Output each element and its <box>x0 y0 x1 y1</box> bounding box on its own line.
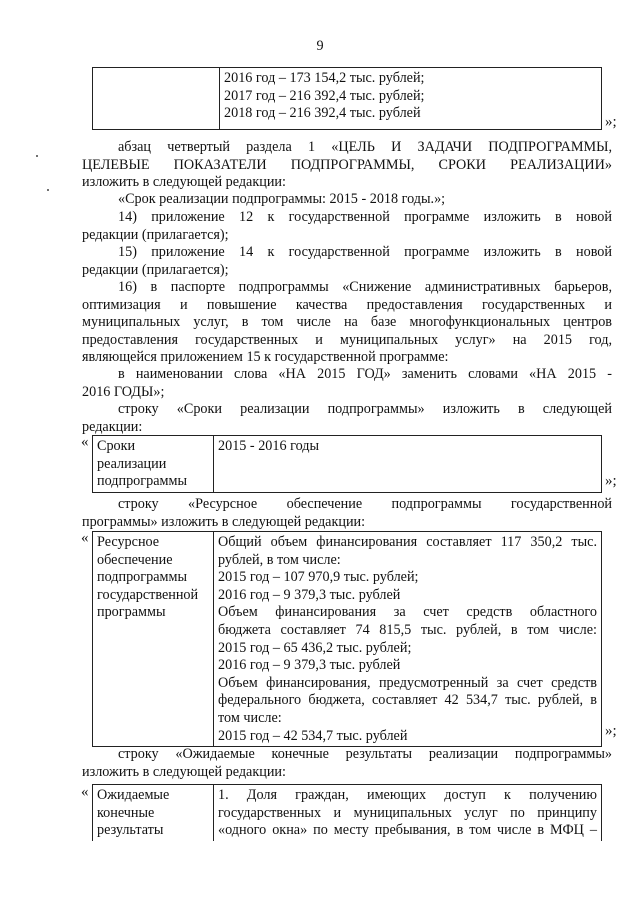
opening-quote: « <box>81 784 89 800</box>
value-line: Общий объем финансирования составляет 117 350,2 тыс. <box>218 534 597 550</box>
scan-speck <box>47 189 49 191</box>
closing-quote: »; <box>605 723 617 739</box>
text-line: строку «Сроки реализации подпрограммы» изложить в следующей <box>118 401 612 417</box>
text-line: являющейся приложением 15 к государственной программе: <box>82 349 449 366</box>
text-line: «Срок реализации подпрограммы: 2015 - 2018 годы.»; <box>118 191 446 207</box>
sroki-table <box>92 435 602 493</box>
text-line: 14) приложение 12 к государственной программе изложить в новой <box>118 209 612 225</box>
label-line: подпрограммы <box>97 473 187 490</box>
text-line: изложить в следующей редакции: <box>82 763 286 780</box>
text-line: строку «Ресурсное обеспечение подпрограммы государственной <box>118 496 612 512</box>
text-line: редакции (прилагается); <box>82 261 229 278</box>
paragraph-stroku-sroki <box>82 401 612 436</box>
text-line: оптимизация и повышение качества предоставления государственных и <box>82 296 612 313</box>
text-line: в наименовании слова «НА 2015 ГОД» заменить словами «НА 2015 - <box>118 366 612 382</box>
top-funding-table <box>92 67 602 130</box>
text-line: 2016 ГОДЫ»; <box>82 383 165 400</box>
label-line: результаты <box>97 822 164 839</box>
sroki-value: 2015 - 2016 годы <box>218 438 320 454</box>
value-line: 2016 год – 9 379,3 тыс. рублей <box>218 657 401 674</box>
text-line: редакции: <box>82 418 143 435</box>
text-line: 15) приложение 14 к государственной программе изложить в новой <box>118 244 612 260</box>
funding-line-2016: 2016 год – 173 154,2 тыс. рублей; <box>224 70 425 86</box>
value-line: 1. Доля граждан, имеющих доступ к получению <box>218 787 597 803</box>
label-line: Ожидаемые <box>97 787 170 803</box>
value-line: Объем финансирования, предусмотренный за счет средств <box>218 674 597 691</box>
label-line: конечные <box>97 804 155 821</box>
page-number: 9 <box>316 38 324 54</box>
paragraph-stroku-ozhid <box>82 746 612 781</box>
text-line: 16) в паспорте подпрограммы «Снижение административных барьеров, <box>118 279 612 295</box>
opening-quote: « <box>81 434 89 450</box>
value-line: том числе: <box>218 709 282 726</box>
label-line: государственной <box>97 586 199 603</box>
ozhid-value-cell <box>214 785 602 841</box>
closing-quote: »; <box>605 114 617 130</box>
value-line: государственных и муниципальных услуг по принципу <box>218 804 597 821</box>
paragraph-item-14 <box>82 209 612 244</box>
value-line: 2015 год – 65 436,2 тыс. рублей; <box>218 639 412 656</box>
value-line: 2015 год – 107 970,9 тыс. рублей; <box>218 569 419 586</box>
paragraph-item-15 <box>82 244 612 279</box>
text-line: муниципальных услуг, в том числе на базе многофункциональных центров <box>82 314 612 331</box>
value-line: рублей, в том числе: <box>218 551 341 568</box>
text-line: ЦЕЛЕВЫЕ ПОКАЗАТЕЛИ ПОДПРОГРАММЫ, СРОКИ РЕАЛИЗАЦИИ» <box>82 156 612 173</box>
text-line: строку «Ожидаемые конечные результаты реализации подпрограммы» <box>118 746 612 762</box>
ozhid-table <box>92 784 602 841</box>
label-line: подпрограммы <box>97 569 187 586</box>
funding-line-2018: 2018 год – 216 392,4 тыс. рублей <box>224 105 421 122</box>
sroki-label-cell <box>93 436 214 493</box>
resurs-label-cell <box>93 532 214 747</box>
value-line: федерального бюджета, составляет 42 534,7 тыс. рублей, в <box>218 692 597 709</box>
value-line: Объем финансирования за счет средств областного <box>218 604 597 621</box>
label-line: Сроки <box>97 438 136 454</box>
text-line: изложить в следующей редакции: <box>82 174 286 191</box>
text-line: абзац четвертый раздела 1 «ЦЕЛЬ И ЗАДАЧИ ПОДПРОГРАММЫ, <box>118 139 612 155</box>
paragraph-item-16 <box>82 279 612 367</box>
text-line: программы» изложить в следующей редакции: <box>82 513 366 530</box>
sroki-value-cell <box>214 436 602 493</box>
resurs-table <box>92 531 602 747</box>
closing-quote: »; <box>605 473 617 489</box>
label-line: реализации <box>97 455 167 472</box>
resurs-value-cell <box>214 532 602 747</box>
scan-speck <box>36 155 38 157</box>
value-line: «одного окна» по месту пребывания, в том числе в МФЦ – <box>218 822 597 839</box>
opening-quote: « <box>81 530 89 546</box>
paragraph-stroku-resurs <box>82 496 612 531</box>
funding-line-2017: 2017 год – 216 392,4 тыс. рублей; <box>224 87 425 104</box>
value-line: бюджета составляет 74 815,5 тыс. рублей, в том числе: <box>218 621 597 638</box>
paragraph-srok <box>82 191 612 209</box>
text-line: предоставления государственных и муниципальных услуг» на 2015 год, <box>82 331 612 348</box>
ozhid-label-cell <box>93 785 214 841</box>
paragraph-naimenovanie <box>82 366 612 401</box>
top-table-value-cell <box>220 68 602 130</box>
label-line: обеспечение <box>97 551 173 568</box>
paragraph-abzac <box>82 139 612 192</box>
text-line: редакции (прилагается); <box>82 226 229 243</box>
value-line: 2015 год – 42 534,7 тыс. рублей <box>218 727 408 744</box>
label-line: Ресурсное <box>97 534 160 550</box>
label-line: программы <box>97 604 166 621</box>
value-line: 2016 год – 9 379,3 тыс. рублей <box>218 586 401 603</box>
top-table-label-cell <box>93 68 220 130</box>
